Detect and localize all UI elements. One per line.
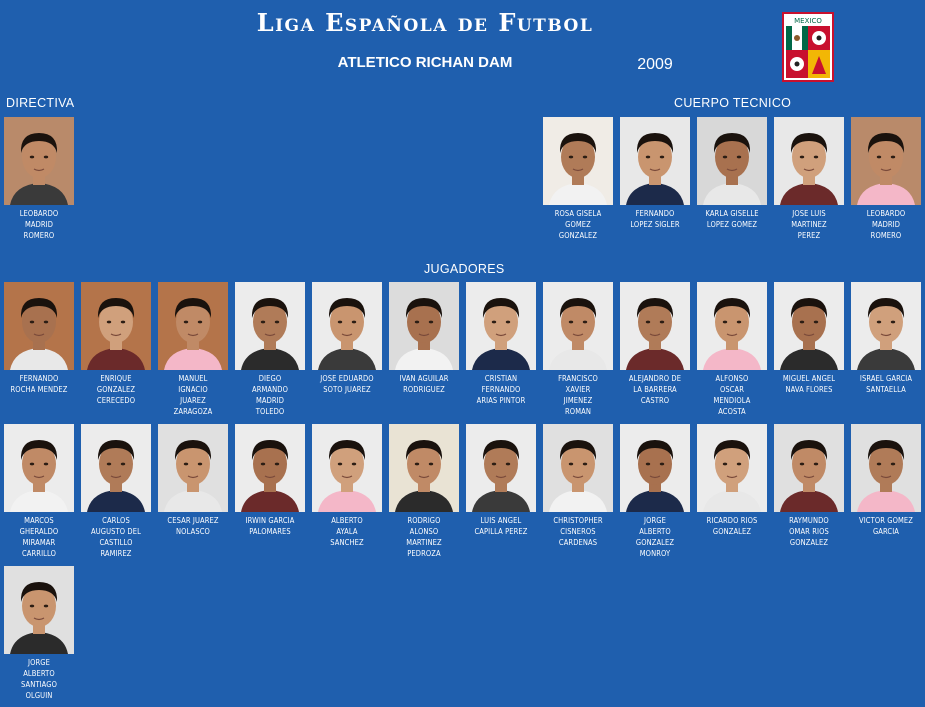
person-name: JORGE ALBERTO SANTIAGO OLGUIN bbox=[20, 658, 57, 700]
jugador-card bbox=[78, 282, 154, 406]
crest-label: MEXICO bbox=[794, 17, 822, 25]
portrait-photo bbox=[312, 282, 382, 370]
person-name: KARLA GISELLE LOPEZ GOMEZ bbox=[705, 209, 759, 229]
directiva-card bbox=[1, 117, 77, 241]
portrait-photo bbox=[620, 282, 690, 370]
person-name: RAYMUNDO OMAR RIOS GONZALEZ bbox=[789, 516, 829, 547]
person-name: ISRAEL GARCIA SANTAELLA bbox=[859, 374, 913, 394]
person-name: FERNANDO ROCHA MENDEZ bbox=[10, 374, 68, 394]
portrait-photo bbox=[851, 424, 921, 512]
portrait-photo bbox=[620, 424, 690, 512]
jugador-card bbox=[78, 424, 154, 559]
season-year: 2009 bbox=[637, 56, 673, 73]
jugador-card bbox=[232, 424, 308, 537]
portrait-photo bbox=[81, 282, 151, 370]
portrait-photo bbox=[158, 282, 228, 370]
portrait-photo bbox=[4, 424, 74, 512]
portrait-photo bbox=[774, 117, 844, 205]
person-name: MIGUEL ANGEL NAVA FLORES bbox=[782, 374, 836, 394]
portrait-photo bbox=[697, 117, 767, 205]
jugador-card bbox=[309, 424, 385, 548]
section-jugadores: JUGADORES bbox=[424, 262, 505, 276]
person-name: CARLOS AUGUSTO DEL CASTILLO RAMIREZ bbox=[91, 516, 141, 558]
jugador-card bbox=[617, 282, 693, 406]
jugador-card bbox=[848, 424, 924, 537]
person-name: ENRIQUE GONZALEZ CERECEDO bbox=[96, 374, 136, 405]
jugador-card bbox=[386, 282, 462, 395]
portrait-photo bbox=[851, 282, 921, 370]
person-name: IRWIN GARCIA PALOMARES bbox=[245, 516, 295, 536]
section-cuerpo-tecnico: CUERPO TECNICO bbox=[674, 96, 792, 110]
person-name: JOSE LUIS MARTINEZ PEREZ bbox=[791, 209, 827, 240]
person-name: LEOBARDO MADRID ROMERO bbox=[19, 209, 59, 240]
jugador-card bbox=[848, 282, 924, 395]
mexico-crest-logo bbox=[782, 12, 834, 82]
jugador-card bbox=[309, 282, 385, 395]
jugador-card bbox=[155, 424, 231, 537]
jugador-card bbox=[694, 424, 770, 537]
jugador-card bbox=[463, 282, 539, 406]
portrait-photo bbox=[543, 282, 613, 370]
person-name: VICTOR GOMEZ GARCIA bbox=[858, 516, 914, 536]
person-name: FRANCISCO XAVIER JIMENEZ ROMAN bbox=[558, 374, 598, 416]
cuerpo-tecnico-card bbox=[848, 117, 924, 241]
cuerpo-tecnico-card bbox=[540, 117, 616, 241]
person-name: ALBERTO AYALA SANCHEZ bbox=[330, 516, 364, 547]
jugador-card bbox=[771, 424, 847, 548]
portrait-photo bbox=[389, 282, 459, 370]
portrait-photo bbox=[4, 117, 74, 205]
cuerpo-tecnico-card bbox=[694, 117, 770, 230]
jugador-card bbox=[694, 282, 770, 417]
portrait-photo bbox=[466, 424, 536, 512]
jugador-card bbox=[386, 424, 462, 559]
portrait-photo bbox=[4, 282, 74, 370]
jugador-card bbox=[771, 282, 847, 395]
person-name: LEOBARDO MADRID ROMERO bbox=[866, 209, 906, 240]
person-name: FERNANDO LOPEZ SIGLER bbox=[630, 209, 680, 229]
person-name: LUIS ANGEL CAPILLA PEREZ bbox=[474, 516, 528, 536]
person-name: ALEJANDRO DE LA BARRERA CASTRO bbox=[628, 374, 682, 405]
jugador-card bbox=[617, 424, 693, 559]
person-name: RODRIGO ALONSO MARTINEZ PEDROZA bbox=[406, 516, 442, 558]
person-name: CESAR JUAREZ NOLASCO bbox=[167, 516, 219, 536]
jugador-card bbox=[155, 282, 231, 417]
jugador-card bbox=[232, 282, 308, 417]
portrait-photo bbox=[697, 282, 767, 370]
portrait-photo bbox=[697, 424, 767, 512]
person-name: CRISTIAN FERNANDO ARIAS PINTOR bbox=[476, 374, 526, 405]
portrait-photo bbox=[235, 424, 305, 512]
portrait-photo bbox=[620, 117, 690, 205]
person-name: IVAN AGUILAR RODRIGUEZ bbox=[399, 374, 449, 394]
portrait-photo bbox=[235, 282, 305, 370]
person-name: RICARDO RIOS GONZALEZ bbox=[706, 516, 758, 536]
portrait-photo bbox=[4, 566, 74, 654]
portrait-photo bbox=[312, 424, 382, 512]
portrait-photo bbox=[466, 282, 536, 370]
jugador-card bbox=[1, 282, 77, 395]
jugador-card bbox=[463, 424, 539, 537]
portrait-photo bbox=[774, 424, 844, 512]
cuerpo-tecnico-card bbox=[771, 117, 847, 241]
portrait-photo bbox=[81, 424, 151, 512]
league-title: Liga Española de Futbol bbox=[256, 8, 594, 37]
team-name: ATLETICO RICHAN DAM bbox=[337, 54, 513, 71]
person-name: DIEGO ARMANDO MADRID TOLEDO bbox=[252, 374, 288, 416]
person-name: ALFONSO OSCAR MENDIOLA ACOSTA bbox=[713, 374, 751, 416]
portrait-photo bbox=[774, 282, 844, 370]
section-directiva: DIRECTIVA bbox=[6, 96, 75, 110]
jugador-card bbox=[540, 424, 616, 548]
jugador-card bbox=[1, 424, 77, 559]
jugador-card bbox=[1, 566, 77, 701]
person-name: MANUEL IGNACIO JUAREZ ZARAGOZA bbox=[173, 374, 213, 416]
cuerpo-tecnico-card bbox=[617, 117, 693, 230]
jugador-card bbox=[540, 282, 616, 417]
person-name: JOSE EDUARDO SOTO JUAREZ bbox=[320, 374, 374, 394]
portrait-photo bbox=[158, 424, 228, 512]
person-name: JORGE ALBERTO GONZALEZ MONROY bbox=[635, 516, 675, 558]
portrait-photo bbox=[851, 117, 921, 205]
portrait-photo bbox=[543, 117, 613, 205]
portrait-photo bbox=[389, 424, 459, 512]
person-name: ROSA GISELA GOMEZ GONZALEZ bbox=[554, 209, 602, 240]
person-name: MARCOS GHERALDO MIRAMAR CARRILLO bbox=[19, 516, 59, 558]
person-name: CHRISTOPHER CISNEROS CARDENAS bbox=[553, 516, 603, 547]
portrait-photo bbox=[543, 424, 613, 512]
